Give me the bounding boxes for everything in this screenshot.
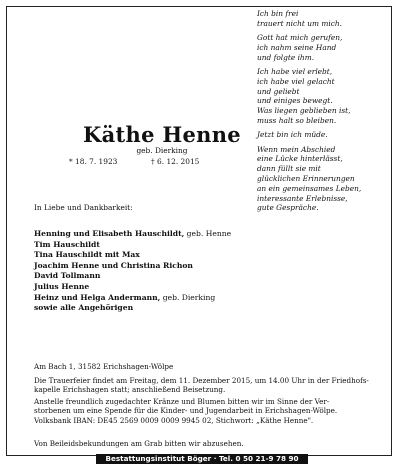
poem-line: dann füllt sie mit	[257, 164, 321, 174]
mourner-row	[34, 250, 231, 261]
mourner-name: sowie alle Angehörigen	[34, 303, 134, 313]
poem-line: Wenn mein Abschied	[257, 144, 336, 154]
funeral-info-line: Die Trauerfeier findet am Freitag, dem 11. Dezember 2015, um 14.00 Uhr in der Friedhofs-	[34, 376, 369, 385]
mourner-name: Joachim Henne und Christina Richon	[34, 260, 193, 270]
obituary-notice	[6, 6, 392, 456]
poem-line: trauert nicht um mich.	[257, 18, 342, 28]
poem-line: ich habe viel gelacht	[257, 76, 335, 86]
donation-info-line: Volksbank IBAN: DE45 2569 0009 0009 9945 02, Stichwort: „Käthe Henne".	[34, 415, 314, 425]
funeral-home-banner: Bestattungsinstitut Böger · Tel. 0 50 21-9 78 90	[96, 454, 308, 464]
birth-date: * 18. 7. 1923	[69, 157, 118, 166]
condolence-text: Von Beileidsbekundungen am Grab bitten wir abzusehen.	[34, 439, 244, 448]
poem-line: und geliebt	[257, 86, 300, 96]
poem-line: gute Gespräche.	[257, 203, 319, 213]
mourner-row	[34, 261, 231, 272]
poem-stanza	[257, 145, 397, 214]
mourner-name: David Tollmann	[34, 271, 101, 281]
poem-line: interessante Erlebnisse,	[257, 193, 348, 203]
poem-line: Gott hat mich gerufen,	[257, 33, 343, 43]
mourner-name: Heinz und Helga Andermann,	[34, 292, 161, 302]
donation-info-line: Anstelle freundlich zugedachter Kränze und Blumen bitten wir im Sinne der Ver-	[34, 397, 330, 406]
donation-info	[34, 397, 386, 425]
deceased-name: Käthe Henne	[83, 122, 241, 147]
poem-line: Ich habe viel erlebt,	[257, 66, 333, 76]
mourner-row	[34, 229, 231, 240]
mourner-row	[34, 271, 231, 282]
mourner-row	[34, 303, 231, 314]
condolence-note	[34, 439, 386, 448]
poem-stanza	[257, 130, 397, 140]
poem-line: eine Lücke hinterlässt,	[257, 154, 343, 164]
mourner-name: Julius Henne	[34, 281, 90, 291]
funeral-info	[34, 376, 386, 395]
poem-line: an ein gemeinsames Leben,	[257, 183, 362, 193]
poem-stanza	[257, 67, 397, 126]
poem-line: Ich bin frei	[257, 9, 299, 18]
poem-stanza	[257, 33, 397, 62]
poem-line: muss halt so bleiben.	[257, 115, 337, 125]
address: Am Bach 1, 31582 Erichshagen-Wölpe	[34, 362, 174, 371]
funeral-info-line: kapelle Erichshagen statt; anschließend Beisetzung.	[34, 385, 226, 395]
donation-info-line: storbenen um eine Spende für die Kinder- und Jugendarbeit in Erichshagen-Wölpe.	[34, 406, 338, 416]
mourner-row	[34, 240, 231, 251]
death-date: † 6. 12. 2015	[151, 157, 200, 166]
mourner-birth-name: geb. Henne	[184, 229, 232, 238]
poem-line: Was liegen geblieben ist,	[257, 106, 351, 116]
poem-line: glücklichen Erinnerungen	[257, 173, 355, 183]
poem-line: ich nahm seine Hand	[257, 42, 337, 52]
poem-line: und folgte ihm.	[257, 52, 315, 62]
poem	[257, 9, 397, 218]
mourner-name: Tina Hauschildt mit Max	[34, 250, 140, 260]
mourner-birth-name: geb. Dierking	[160, 292, 216, 302]
poem-stanza	[257, 9, 397, 29]
birth-name: geb. Dierking	[136, 146, 188, 155]
poem-line: Jetzt bin ich müde.	[257, 130, 328, 140]
intro-text: In Liebe und Dankbarkeit:	[34, 203, 133, 212]
mourner-name: Tim Hauschildt	[34, 239, 100, 249]
mourners-list	[34, 229, 231, 314]
poem-line: und einiges bewegt.	[257, 96, 333, 106]
mourner-name: Henning und Elisabeth Hauschildt,	[34, 229, 185, 238]
mourner-row	[34, 282, 231, 293]
mourner-row	[34, 293, 231, 304]
